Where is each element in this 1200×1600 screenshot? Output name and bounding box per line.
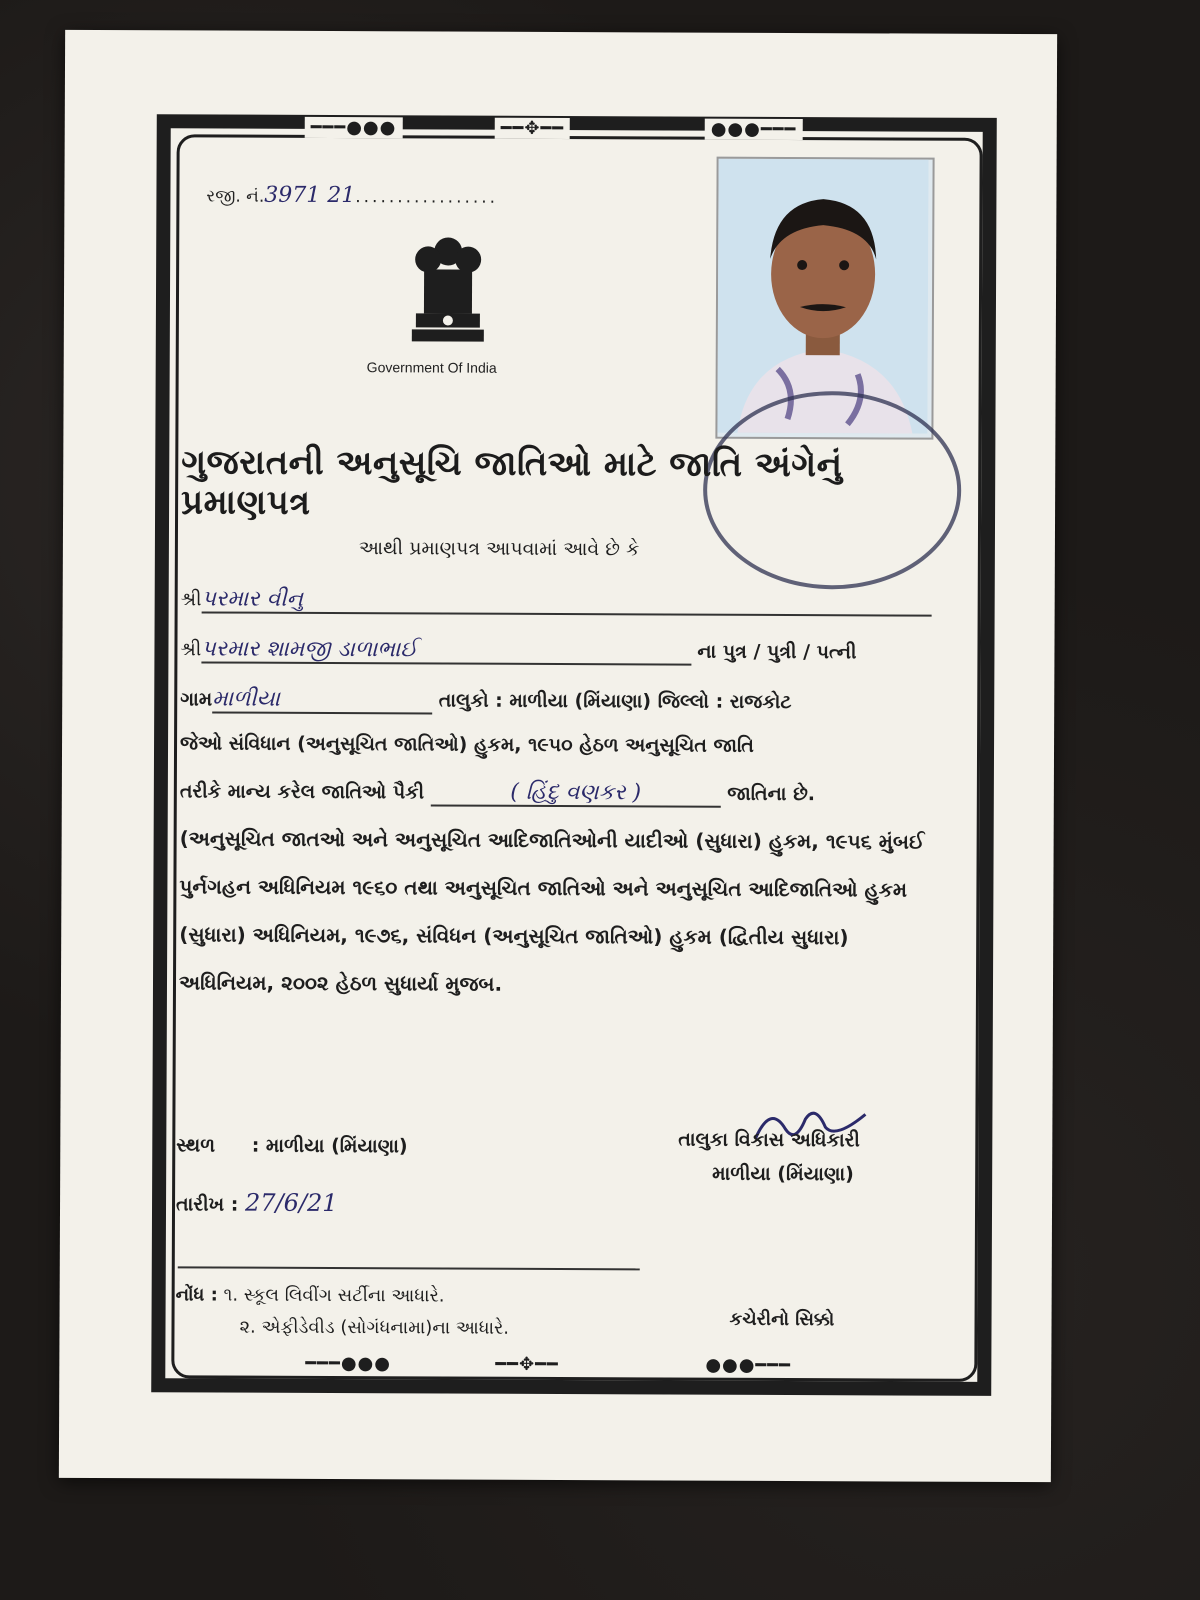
registration-label: રજી. નં. (206, 186, 265, 207)
top-ornament-left: ━━━●●● (305, 117, 403, 138)
bottom-ornament-center: ━━✥━━ (489, 1354, 565, 1375)
intro-text: આથી પ્રમાણપત્ર આપવામાં આવે છે કે (358, 537, 640, 561)
village-label: ગામ (180, 688, 213, 711)
note-item-2: ૨. એફીડેવીડ (સોગંધનામા)ના આધારે. (239, 1316, 510, 1339)
legal-paragraph: (અનુસૂચિત જાતઓ અને અનુસૂચિત આદિજાતિઓની યાદીઓ (સુધારા) હુકમ, ૧૯૫૬ મુંબઈ પુર્નગહન અધિનિયમ ૧૯૬૦ તથા અનુસૂચિત જાતિઓ અને અનુસૂચિત આદિજાતિઓ હુકમ (સુધારા) અધિનિયમ, ૧૯૭૬, સંવિધન (અનુસૂચિત જાતિઓ) હુકમ (દ્વિતીય સુધારા) અધિનિયમ, ૨૦૦૨ હેઠળ સુધાર્યા મુજબ. (178, 826, 925, 996)
village-value: માળીયા (212, 686, 432, 714)
notes-label: નોંધ : (175, 1284, 218, 1306)
para1-text: જેઓ સંવિધાન (અનુસૂચિત જાતિઓ) હુકમ, ૧૯૫૦ હેઠળ અનુસૂચિત જાતિ (180, 732, 754, 757)
village-line (180, 686, 960, 716)
caste-value: ( હિંદુ વણકર ) (431, 779, 721, 807)
officer-place: માળીયા (મિંયાણા) (712, 1162, 854, 1186)
bottom-ornament-left: ━━━●●● (299, 1353, 397, 1374)
date-value: 27/6/21 (244, 1188, 338, 1218)
caste-line (180, 778, 960, 808)
caste-prefix: તરીકે માન્ય કરેલ જાતિઓ પૈકી (179, 780, 425, 804)
certificate-title: ગુજરાતની અનુસૂચિ જાતિઓ માટે જાતિ અંગેનું પ્રમાણપત્ર (181, 442, 843, 523)
taluka-text: તાલુકો : માળીયા (મિંયાણા) (438, 689, 652, 713)
notes-block (176, 1284, 445, 1306)
certificate-paper (59, 30, 1057, 1482)
name-line (181, 586, 961, 616)
parent-name: પરમાર શામજી ડાળાભાઈ (201, 636, 691, 665)
name-prefix: શ્રી (180, 588, 202, 611)
caste-suffix: જાતિના છે. (727, 782, 816, 806)
date-line (176, 1188, 338, 1217)
office-seal-label: કચેરીનો સિક્કો (729, 1308, 835, 1331)
note-item-1: ૧. સ્કૂલ લિવીંગ સર્ટીના આધારે. (223, 1284, 445, 1307)
applicant-name: પરમાર વીનુ (202, 586, 932, 616)
officer-title: તાલુકા વિકાસ અધિકારી (678, 1128, 860, 1152)
national-emblem-icon (402, 229, 495, 357)
date-label: તારીખ : (175, 1193, 239, 1216)
top-ornament-right: ●●●━━━ (705, 119, 803, 140)
place-line (176, 1134, 407, 1157)
bottom-ornament-right: ●●●━━━ (699, 1355, 797, 1376)
relation-text: ના પુત્ર / પુત્રી / પત્ની (697, 640, 857, 664)
place-value: : માળીયા (મિંયાણા) (251, 1134, 408, 1158)
registration-value: 3971 21 (264, 182, 356, 209)
parent-prefix: શ્રી (180, 638, 202, 661)
parent-line (180, 636, 960, 666)
registration-number: રજી. નં.3971 21................. (206, 182, 499, 209)
district-text: જિલ્લો : રાજકોટ (657, 690, 792, 714)
top-ornament-center: ━━✥━━ (495, 118, 571, 139)
emblem-caption: Government Of India (366, 359, 497, 376)
place-label: સ્થળ (176, 1134, 216, 1157)
